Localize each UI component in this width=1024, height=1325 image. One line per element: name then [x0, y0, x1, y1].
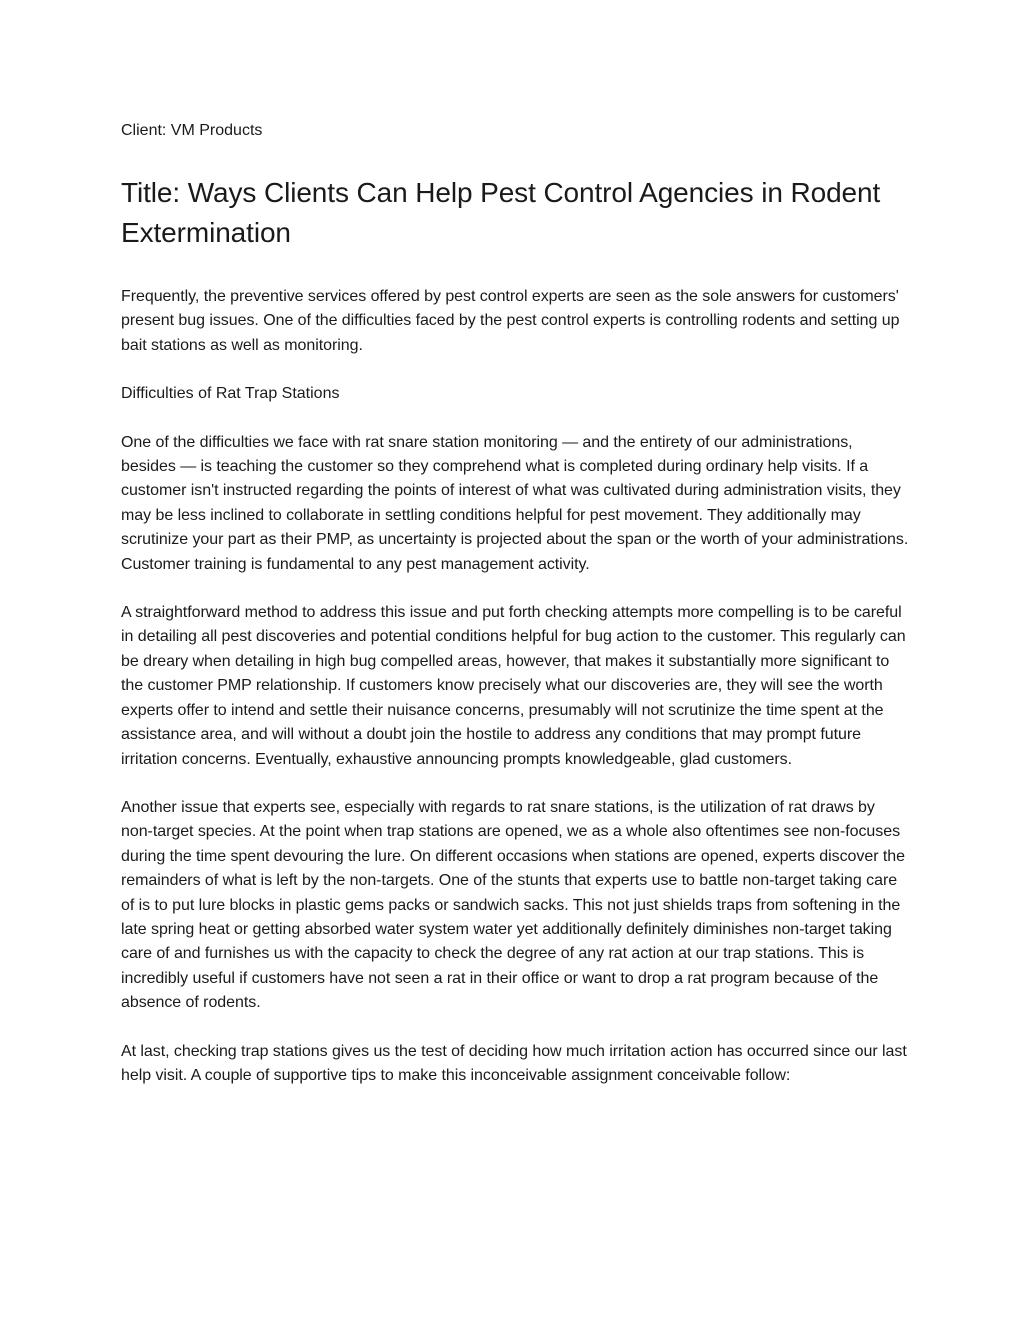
intro-paragraph: Frequently, the preventive services offered by pest control experts are seen as the sole answers for customers' present bug issues. One of the difficulties faced by the pest control experts is controlling rodents and setting up bait stations as well as monitoring. [121, 288, 900, 354]
body-paragraph-3: Another issue that experts see, especially with regards to rat snare stations, is the utilization of rat draws by non-target species. At the point when trap stations are opened, we as a whole also oftentimes see non-focuses during the time spent devouring the lure. On different occasions when stations are opened, experts discover the remainders of what is left by the non-targets. One of the stunts that experts use to battle non-target taking care of is to put lure blocks in plastic gems packs or sandwich sacks. This not just shields traps from softening in the late spring heat or getting absorbed water system water yet additionally definitely diminishes non-target taking care of and furnishes us with the capacity to check the degree of any rat action at our trap stations. This is incredibly useful if customers have not seen a rat in their office or want to drop a rat program because of the absence of rodents. [121, 798, 905, 1012]
document-page [121, 118, 911, 1088]
body-paragraph-1: One of the difficulties we face with rat snare station monitoring — and the entirety of our administrations, besides — is teaching the customer so they comprehend what is completed during ordinary help visits. If a customer isn't instructed regarding the points of interest of what was cultivated during administration visits, they may be less inclined to collaborate in settling conditions helpful for pest movement. They additionally may scrutinize your part as their PMP, as uncertainty is projected about the span or the worth of your administrations. Customer training is fundamental to any pest management activity. [121, 433, 909, 573]
section-heading: Difficulties of Rat Trap Stations [121, 385, 340, 403]
client-line: Client: VM Products [121, 122, 263, 139]
document-title: Title: Ways Clients Can Help Pest Control Agencies in Rodent Extermination [121, 177, 881, 248]
body-paragraph-4: At last, checking trap stations gives us the test of deciding how much irritation action has occurred since our last help visit. A couple of supportive tips to make this inconceivable assignment conceivable follow: [121, 1042, 907, 1084]
body-paragraph-2: A straightforward method to address this issue and put forth checking attempts more compelling is to be careful in detailing all pest discoveries and potential conditions helpful for bug action to the customer. This regularly can be dreary when detailing in high bug compelled areas, however, that makes it substantially more significant to the customer PMP relationship. If customers know precisely what our discoveries are, they will see the worth experts offer to intend and settle their nuisance concerns, presumably will not scrutinize the time spent at the assistance area, and will without a doubt join the hostile to address any conditions that may prompt future irritation concerns. Eventually, exhaustive announcing prompts knowledgeable, glad customers. [121, 604, 906, 768]
